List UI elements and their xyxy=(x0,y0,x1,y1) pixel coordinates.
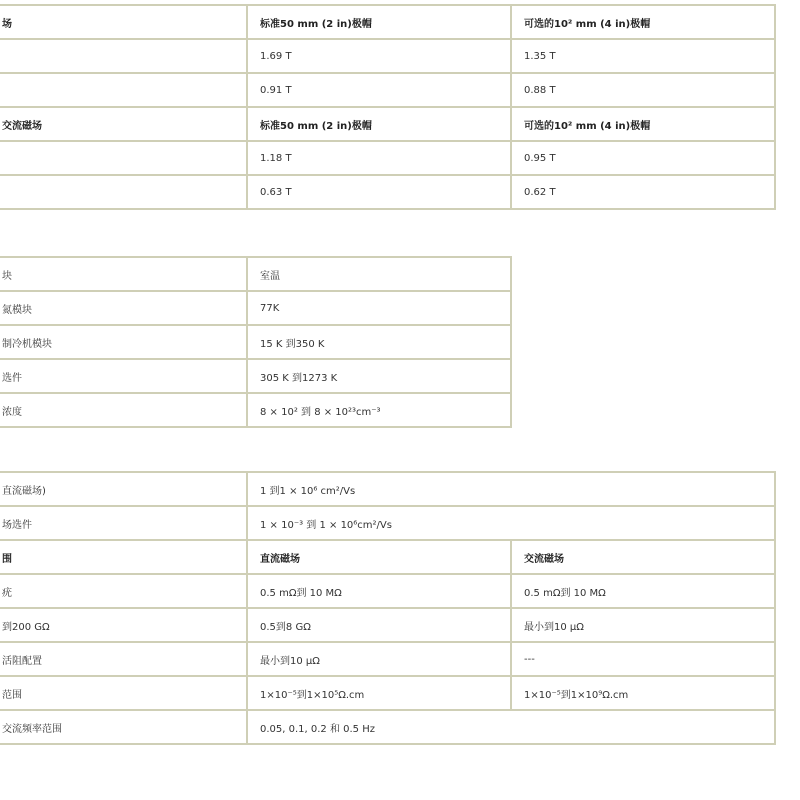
row-label-cell: 氮模块 xyxy=(0,291,247,325)
table-row xyxy=(0,257,511,291)
value-cell: 0.88 T xyxy=(511,73,775,107)
magnetic-field-table xyxy=(0,4,776,210)
table-row xyxy=(0,107,775,141)
table-row xyxy=(0,393,511,427)
table-row xyxy=(0,141,775,175)
table-row xyxy=(0,39,775,73)
row-label-cell: 场 xyxy=(0,5,247,39)
table-row xyxy=(0,472,775,506)
table-row xyxy=(0,325,511,359)
value-cell: 标准50 mm (2 in)极帽 xyxy=(247,107,511,141)
table-row xyxy=(0,540,775,574)
table-row xyxy=(0,574,775,608)
value-cell: 最小到10 μΩ xyxy=(247,642,511,676)
table-row xyxy=(0,608,775,642)
value-cell: 可选的10² mm (4 in)极帽 xyxy=(511,5,775,39)
value-cell: 0.95 T xyxy=(511,141,775,175)
row-label-cell xyxy=(0,141,247,175)
row-label-cell: 制冷机模块 xyxy=(0,325,247,359)
table-row xyxy=(0,676,775,710)
temperature-table xyxy=(0,256,512,428)
table-row xyxy=(0,175,775,209)
value-cell: 1 × 10⁻³ 到 1 × 10⁶cm²/Vs xyxy=(247,506,775,540)
table-row xyxy=(0,359,511,393)
row-label-cell: 选件 xyxy=(0,359,247,393)
value-cell: 0.5 mΩ到 10 MΩ xyxy=(511,574,775,608)
row-label-cell xyxy=(0,175,247,209)
value-cell: 0.91 T xyxy=(247,73,511,107)
row-label-cell: 浓度 xyxy=(0,393,247,427)
row-label-cell: 块 xyxy=(0,257,247,291)
table-row xyxy=(0,5,775,39)
value-cell: 可选的10² mm (4 in)极帽 xyxy=(511,107,775,141)
value-cell: 77K xyxy=(247,291,511,325)
value-cell: 标准50 mm (2 in)极帽 xyxy=(247,5,511,39)
row-label-cell: 交流频率范围 xyxy=(0,710,247,744)
value-cell: 交流磁场 xyxy=(511,540,775,574)
value-cell: 0.5 mΩ到 10 MΩ xyxy=(247,574,511,608)
value-cell: 15 K 到350 K xyxy=(247,325,511,359)
row-label-cell: 疣 xyxy=(0,574,247,608)
mobility-resistance-table xyxy=(0,471,776,745)
value-cell: 最小到10 μΩ xyxy=(511,608,775,642)
table-row xyxy=(0,710,775,744)
row-label-cell: 交流磁场 xyxy=(0,107,247,141)
value-cell: 305 K 到1273 K xyxy=(247,359,511,393)
value-cell: 1×10⁻⁵到1×10⁹Ω.cm xyxy=(511,676,775,710)
row-label-cell: 范围 xyxy=(0,676,247,710)
value-cell: 1.69 T xyxy=(247,39,511,73)
row-label-cell xyxy=(0,73,247,107)
value-cell: 1.18 T xyxy=(247,141,511,175)
row-label-cell: 围 xyxy=(0,540,247,574)
value-cell: 直流磁场 xyxy=(247,540,511,574)
value-cell: 1 到1 × 10⁶ cm²/Vs xyxy=(247,472,775,506)
value-cell: 0.63 T xyxy=(247,175,511,209)
row-label-cell: 直流磁场) xyxy=(0,472,247,506)
row-label-cell: 活阻配置 xyxy=(0,642,247,676)
value-cell: 1.35 T xyxy=(511,39,775,73)
value-cell: 0.62 T xyxy=(511,175,775,209)
value-cell: 0.05, 0.1, 0.2 和 0.5 Hz xyxy=(247,710,775,744)
value-cell: --- xyxy=(511,642,775,676)
table-row xyxy=(0,642,775,676)
table-row xyxy=(0,291,511,325)
value-cell: 0.5到8 GΩ xyxy=(247,608,511,642)
value-cell: 室温 xyxy=(247,257,511,291)
row-label-cell: 场选件 xyxy=(0,506,247,540)
value-cell: 1×10⁻⁵到1×10⁵Ω.cm xyxy=(247,676,511,710)
table-row xyxy=(0,506,775,540)
table-row xyxy=(0,73,775,107)
row-label-cell xyxy=(0,39,247,73)
row-label-cell: 到200 GΩ xyxy=(0,608,247,642)
value-cell: 8 × 10² 到 8 × 10²³cm⁻³ xyxy=(247,393,511,427)
